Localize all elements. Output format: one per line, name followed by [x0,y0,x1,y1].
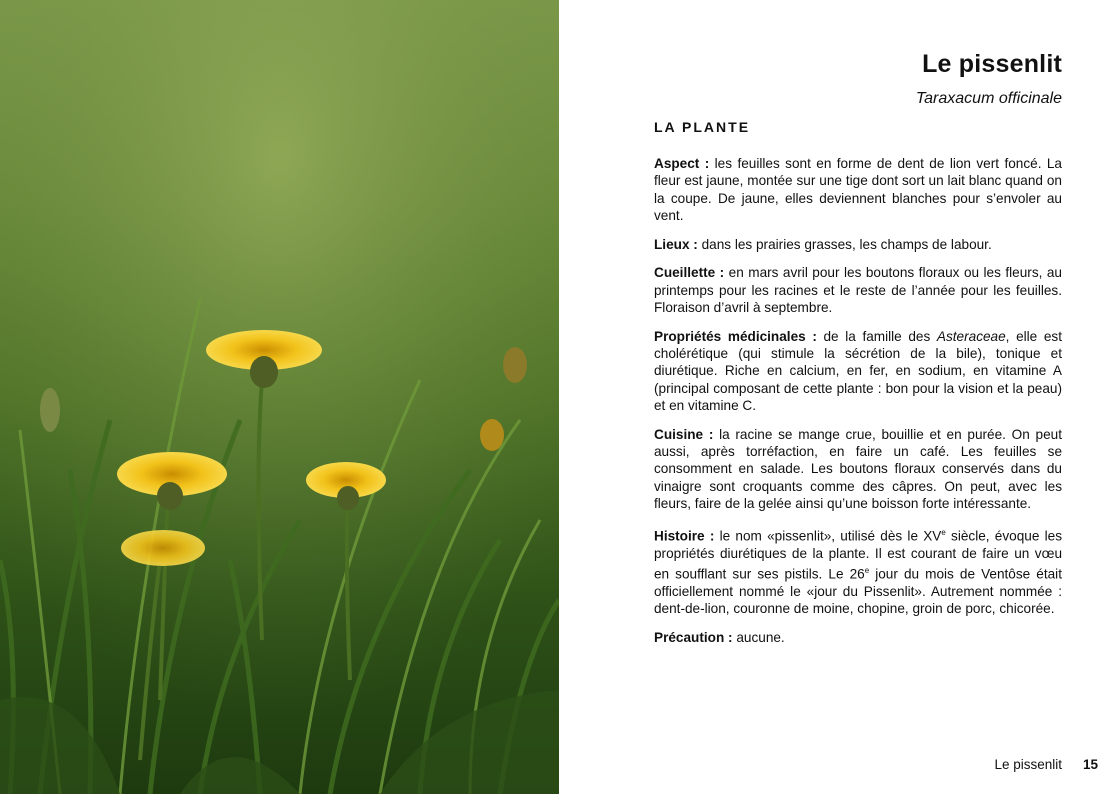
superscript: e [941,527,946,537]
entry-text: siècle, évoque les propriétés diurétiques de la plante. Il est courant de faire un vœu en soufflant sur ses pistils. Le 26 [654,528,1063,582]
dandelion-photo [0,0,559,794]
entry-text: de la famille des [816,328,937,344]
section-heading: LA PLANTE [654,119,751,135]
entry-label: Cuisine : [654,426,714,442]
entry-label: Lieux : [654,236,698,252]
entry-text: aucune. [732,629,785,645]
entry-label: Histoire : [654,528,715,544]
running-footer-title: Le pissenlit [994,757,1062,772]
entry-precaution [654,629,1062,646]
page-number: 15 [1082,757,1098,772]
entry-label: Précaution : [654,629,733,645]
entry-aspect [654,155,1062,224]
entry-text: la racine se mange crue, bouillie et en purée. On peut aussi, après torréfaction, en faire un café. Les feuilles se consomment en salade. Les boutons floraux conservés dans du vinaigre sont croquants comme des câpres. On peut, avec les fleurs, faire de la gelée ainsi qu’une boisson forte intéressante. [654,426,1062,512]
plant-description [654,155,1062,658]
entry-label: Cueillette : [654,265,725,281]
entry-proprietes [654,328,1062,414]
superscript: e [864,565,870,575]
page-title: Le pissenlit [922,50,1062,78]
entry-text: jour du mois de Ventôse était officiellement nommé le «jour du Pissenlit». Autrement nommée : dent-de-lion, couronne de moine, chopine, groin de porc, chicorée. [654,566,1062,617]
dandelion-photo-illustration [0,0,559,794]
entry-text: , elle est cholérétique (qui stimule la sécrétion de la bile), tonique et diurétique. Riche en calcium, en fer, en sodium, en vitamine A (principal composant de cette plante : bon pour la vision et la peau) et en vitamine C. [654,328,1062,414]
entry-text: les feuilles sont en forme de dent de lion vert foncé. La fleur est jaune, montée sur une tige dont sort un lait blanc quand on la coupe. De jaune, elles deviennent blanches pour s’envoler au vent. [654,156,1062,223]
latin-name: Taraxacum officinale [915,90,1062,107]
entry-cuisine [654,426,1062,512]
entry-text: le nom «pissenlit», utilisé dès le XV [714,528,942,544]
entry-label: Aspect : [654,156,710,171]
entry-histoire [654,524,1062,618]
entry-text: en mars avril pour les boutons floraux ou les fleurs, au printemps pour les racines et le reste de l’année pour les feuilles. Floraison d’avril à septembre. [654,265,1062,316]
entry-label: Propriétés médicinales : [654,328,817,344]
entry-italic-family: Asteraceae [936,328,1006,344]
text-page [559,0,1119,794]
entry-cueillette [654,264,1062,316]
entry-text: dans les prairies grasses, les champs de labour. [697,236,992,252]
entry-lieux [654,236,1062,253]
